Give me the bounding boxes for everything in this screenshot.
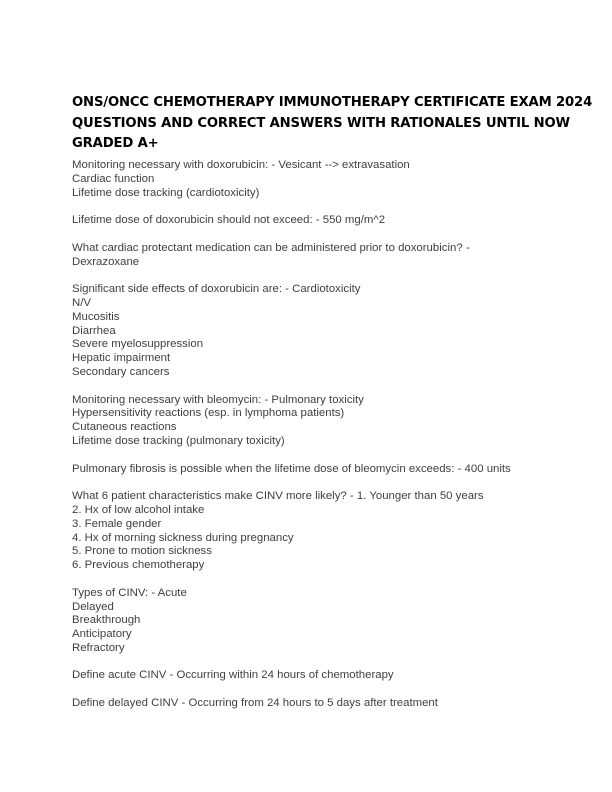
- text-line: Secondary cancers: [72, 365, 170, 378]
- qa-block: [72, 587, 552, 656]
- text-line: Anticipatory: [72, 628, 132, 641]
- title-line: QUESTIONS AND CORRECT ANSWERS WITH RATIONALES UNTIL NOW: [72, 115, 570, 131]
- text-line: Mucositis: [72, 310, 120, 323]
- text-line: Significant side effects of doxorubicin are: - Cardiotoxicity: [72, 283, 361, 296]
- text-line: Cutaneous reactions: [72, 421, 177, 434]
- document-body: [72, 159, 552, 725]
- text-line: 4. Hx of morning sickness during pregnancy: [72, 531, 294, 544]
- text-line: What cardiac protectant medication can be administered prior to doxorubicin? -: [72, 241, 470, 254]
- text-line: Define acute CINV - Occurring within 24 hours of chemotherapy: [72, 669, 394, 682]
- qa-block: [72, 394, 552, 449]
- text-line: Define delayed CINV - Occurring from 24 hours to 5 days after treatment: [72, 697, 438, 710]
- qa-block: [72, 490, 552, 573]
- text-line: Breakthrough: [72, 614, 141, 627]
- qa-block: [72, 159, 552, 200]
- text-line: Monitoring necessary with bleomycin: - Pulmonary toxicity: [72, 393, 364, 406]
- text-line: Delayed: [72, 600, 114, 613]
- qa-block: [72, 283, 552, 380]
- text-line: Cardiac function: [72, 172, 155, 185]
- text-line: 2. Hx of low alcohol intake: [72, 503, 205, 516]
- qa-block: [72, 697, 552, 711]
- title-line: GRADED A+: [72, 136, 159, 151]
- qa-block: [72, 242, 552, 270]
- text-line: Diarrhea: [72, 324, 116, 337]
- text-line: Types of CINV: - Acute: [72, 586, 187, 599]
- qa-block: [72, 214, 552, 228]
- qa-block: [72, 463, 552, 477]
- text-line: 3. Female gender: [72, 517, 162, 530]
- text-line: 6. Previous chemotherapy: [72, 559, 205, 572]
- text-line: Refractory: [72, 641, 125, 654]
- title-line: ONS/ONCC CHEMOTHERAPY IMMUNOTHERAPY CERTIFICATE EXAM 2024: [72, 95, 593, 110]
- text-line: What 6 patient characteristics make CINV more likely? - 1. Younger than 50 years: [72, 490, 484, 503]
- text-line: Severe myelosuppression: [72, 338, 204, 351]
- text-line: Dexrazoxane: [72, 255, 140, 268]
- text-line: Hypersensitivity reactions (esp. in lymphoma patients): [72, 407, 345, 420]
- text-line: Pulmonary fibrosis is possible when the lifetime dose of bleomycin exceeds: - 400 units: [72, 462, 511, 475]
- text-line: Lifetime dose of doxorubicin should not exceed: - 550 mg/m^2: [72, 214, 386, 227]
- text-line: Lifetime dose tracking (pulmonary toxicity): [72, 434, 285, 447]
- text-line: Monitoring necessary with doxorubicin: - Vesicant --> extravasation: [72, 159, 410, 171]
- qa-block: [72, 669, 552, 683]
- text-line: 5. Prone to motion sickness: [72, 545, 212, 558]
- text-line: Lifetime dose tracking (cardiotoxicity): [72, 186, 260, 199]
- text-line: Hepatic impairment: [72, 352, 171, 365]
- text-line: N/V: [72, 296, 91, 309]
- document-title: [72, 93, 593, 155]
